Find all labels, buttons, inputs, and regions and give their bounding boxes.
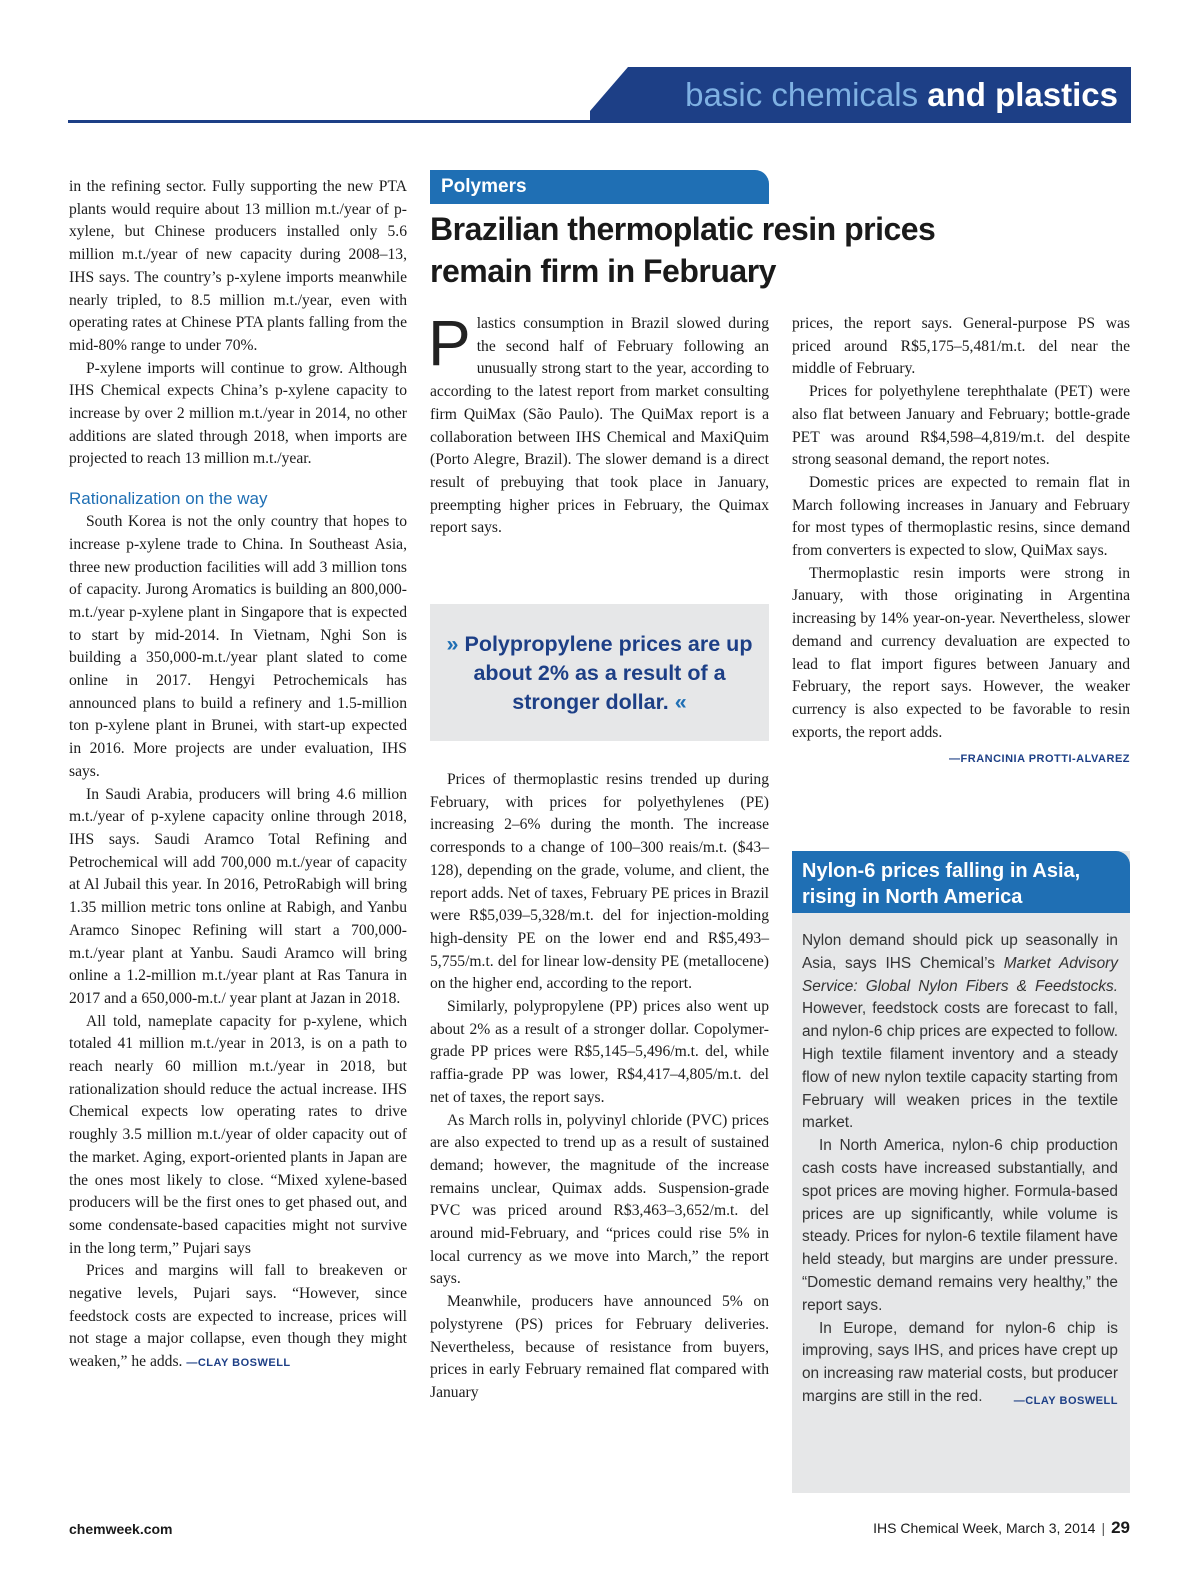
section-title — [685, 75, 1118, 115]
paragraph: Thermoplastic resin imports were strong in January, with those originating in Argentina increasing by 14% year-on-year. Nevertheless, slower demand and currency devaluation are expected to lead to flat import figures between January and February, the report says. However, the weaker currency is also expected to be favorable to resin exports, the report adds. — [792, 564, 1130, 741]
paragraph: Meanwhile, producers have announced 5% on polystyrene (PS) prices for February deliveries. Nevertheless, because of resistance from buyers, prices in early February remained flat compared with January — [430, 1293, 769, 1401]
page-number: 29 — [1111, 1518, 1130, 1537]
sidebar-box — [792, 851, 1130, 1493]
footer-site: chemweek.com — [69, 1521, 173, 1537]
paragraph: P-xylene imports will continue to grow. Although IHS Chemical expects China’s p-xylene capacity to increase by over 2 million m.t./year in 2014, no other additions are slated through 2018, when imports are projected to reach 13 million m.t./year. — [69, 359, 407, 468]
paragraph: in the refining sector. Fully supporting the new PTA plants would require about 13 million m.t./year of p-xylene, but Chinese producers installed only 5.6 million m.t./year of new capacity during 2008–13, IHS says. The country’s p-xylene imports meanwhile nearly tripled, to 8.5 million m.t./year, even with operating rates at Chinese PTA plants falling from the mid-80% range to under 70%. — [69, 178, 407, 354]
category-tag: Polymers — [430, 170, 769, 204]
paragraph-text: However, feedstock costs are forecast to fall, and nylon-6 chip prices are expected to follow. High textile filament inventory and a steady flow of new nylon textile capacity starting from February will weaken prices in the textile market. — [802, 1000, 1118, 1132]
footer-issue — [873, 1518, 1130, 1538]
lead-paragraph — [428, 307, 769, 540]
article-headline: Brazilian thermoplatic resin prices remain firm in February — [430, 211, 936, 289]
paragraph: Similarly, polypropylene (PP) prices also went up about 2% as a result of a stronger dollar. Copolymer-grade PP prices were R$5,145–5,496/m.t. del, while raffia-grade PP was lower, R$4,417–4,805/m.t. del net of taxes, the report says. — [430, 998, 769, 1106]
close-quote-icon: « — [674, 690, 687, 714]
paragraph: In Saudi Arabia, producers will bring 4.6 million m.t./year of p-xylene capacity online through 2018, IHS says. Saudi Aramco Total Refining and Petrochemical will add 700,000 m.t./year of capacity at Al Jubail this year. In 2016, PetroRabigh will bring 1.35 million metric tons online at Rabigh, and Yanbu Aramco Sinopec Refining will start a 700,000-m.t./year plant at Yanbu. Saudi Aramco will bring online a 1.2-million m.t./year plant at Ras Tanura in 2017 and a 650,000-m.t./ year plant at Jazan in 2018. — [69, 785, 407, 1007]
pull-quote-body: Polypropylene prices are up about 2% as a result of a stronger dollar. — [464, 632, 753, 714]
column-middle-bottom — [430, 769, 769, 1405]
byline: —CLAY BOSWELL — [186, 1357, 291, 1370]
pull-quote-text — [444, 630, 755, 717]
byline: —FRANCINIA PROTTI-ALVAREZ — [949, 753, 1130, 766]
sidebar-title: Nylon-6 prices falling in Asia, rising in North America — [792, 851, 1130, 913]
column-left — [69, 176, 407, 1375]
subheading: Rationalization on the way — [69, 489, 268, 509]
section-title-light: basic chemicals — [685, 76, 919, 113]
paragraph: prices, the report says. General-purpose PS was priced around R$5,175–5,481/m.t. del near the middle of February. — [792, 315, 1130, 378]
open-quote-icon: » — [446, 632, 459, 656]
paragraph-text: Nylon demand should pick up seasonally in Asia, says IHS Chemical’s — [802, 932, 1118, 972]
paragraph-text: In Europe, demand for nylon-6 chip is improving, says IHS, and prices have crept up on increasing raw material costs, but producer margins are still in the red. — [802, 1319, 1118, 1405]
byline-line — [792, 749, 1130, 768]
column-middle-top — [428, 307, 769, 540]
paragraph: Prices of thermoplastic resins trended up during February, with prices for polyethylenes (PE) increasing 2–6% during the month. The increase corresponds to a change of 100–300 reais/m.t. ($43–128), depending on the grade, volume, and client, the report adds. Net of taxes, February PE prices in Brazil were R$5,039–5,328/m.t. del for injection-molding high-density PE on the lower end and R$5,493–5,755/m.t. del for linear low-density PE (metallocene) on the higher end, according to the report. — [430, 771, 769, 993]
separator: | — [1101, 1520, 1106, 1536]
paragraph: Domestic prices are expected to remain flat in March following increases in January and February for most types of thermoplastic resins, since demand from converters is expected to slow, QuiMax says. — [792, 473, 1130, 560]
sidebar-body — [802, 930, 1118, 1413]
issue-label: IHS Chemical Week, March 3, 2014 — [873, 1520, 1096, 1536]
paragraph: Prices for polyethylene terephthalate (PET) were also flat between January and February; bottle-grade PET was around R$4,598–4,819/m.t. del despite strong seasonal demand, the report notes. — [792, 383, 1130, 469]
paragraph: In North America, nylon-6 chip production cash costs have increased substantially, and spot prices are moving higher. Formula-based prices are up significantly, while volume is steady. Prices for nylon-6 textile filament have held steady, but margins are under pressure. “Domestic demand remains very healthy,” the report says. — [802, 1137, 1118, 1314]
paragraph-text: Prices and margins will fall to breakeven or negative levels, Pujari says. “However, since feedstock costs are expected to increase, prices will not stage a major collapse, even though they might weaken,” he adds. — [69, 1262, 407, 1371]
byline: —CLAY BOSWELL — [1013, 1394, 1118, 1407]
pull-quote — [430, 604, 769, 741]
drop-cap: P — [428, 307, 471, 379]
paragraph: South Korea is not the only country that hopes to increase p-xylene trade to China. In Southeast Asia, three new production facilities will add 3 million tons of capacity. Jurong Aromatics is building an 800,000-m.t./year p-xylene plant in Singapore that is expected to start by mid-2014. In Vietnam, Nghi Son is building a 350,000-m.t./year plant slated to come online in 2017. Hengyi Petrochemicals has announced plans to build a refinery and 1.5-million ton p-xylene plant in Brunei, with start-up expected in 2016. More projects are under evaluation, IHS says. — [69, 513, 407, 780]
publication-title: Market Advisory Service: Global Nylon Fibers & Feedstocks. — [802, 954, 1118, 995]
paragraph — [802, 930, 1118, 1135]
header-rule — [68, 120, 1131, 123]
column-right — [792, 313, 1130, 768]
paragraph: As March rolls in, polyvinyl chloride (PVC) prices are also expected to trend up as a result of sustained demand; however, the magnitude of the increase remains unclear, Quimax adds. Suspension-grade PVC was priced around R$3,463–3,652/m.t. del around mid-February, and “prices could rise 5% in local currency as we move into March,” the report says. — [430, 1111, 769, 1288]
paragraph-last — [69, 1260, 407, 1375]
paragraph — [802, 1318, 1118, 1409]
section-title-bold: and plastics — [927, 76, 1118, 113]
paragraph: All told, nameplate capacity for p-xylene, which totaled 41 million m.t./year in 2013, is on a path to reach nearly 60 million m.t./year in 2018, but rationalization should reduce the actual increase. IHS Chemical expects low operating rates to drive roughly 3.5 million m.t./year of older capacity out of the market. Aging, export-oriented plants in Japan are the ones most likely to close. “Mixed xylene-based producers will be the first ones to get phased out, and some condensate-based capacities might not survive in the long term,” Pujari says — [69, 1012, 407, 1257]
lead-text: lastics consumption in Brazil slowed during the second half of February following an unusually strong start to the year, according to according to the latest report from market consulting firm QuiMax (São Paulo). The QuiMax report is a collaboration between IHS Chemical and MaxiQuim (Porto Alegre, Brazil). The slower demand is a direct result of prebuying that took place in January, preempting higher prices in February, the Quimax report says. — [430, 315, 769, 537]
